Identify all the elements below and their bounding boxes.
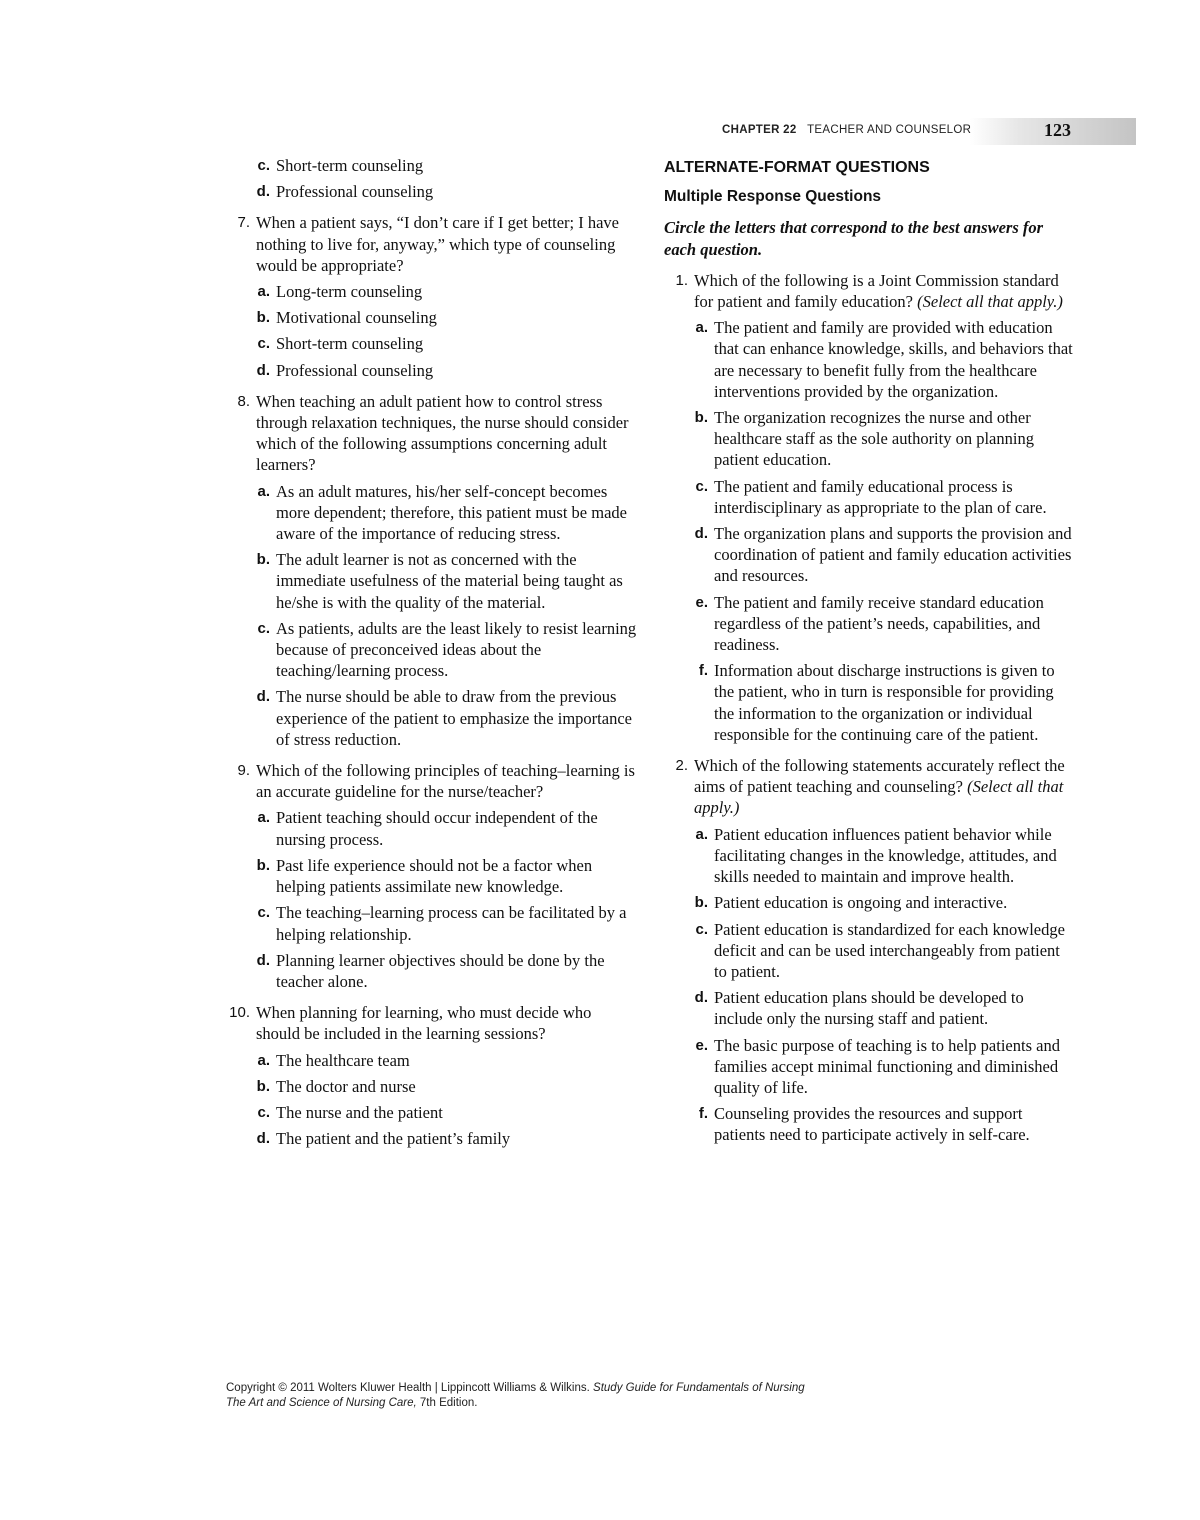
option-7d [226,360,638,381]
option-8c [226,618,638,682]
option-10c [226,1102,638,1123]
option-text: The nurse should be able to draw from the previous experience of the patient to emphasize the importance of stress reduction. [276,687,632,749]
option-letter: c. [257,157,270,174]
option-text: The organization recognizes the nurse and other healthcare staff as the sole authority on planning patient education. [714,408,1034,470]
option-9d [226,950,638,992]
question-number: 8. [237,392,250,410]
question-text: Which of the following principles of teaching–learning is an accurate guideline for the nurse/teacher? [256,761,635,802]
option-letter: a. [257,809,270,827]
option-text: The patient and family receive standard education regardless of the patient’s needs, capabilities, and readiness. [714,592,1044,655]
question-number: 2. [675,757,688,775]
option-letter: d. [256,183,270,201]
question-text: Which of the following statements accurately reflect the aims of patient teaching and counseling? [694,756,1065,797]
option-text: Patient education influences patient behavior while facilitating changes in the knowledge, attitudes, and skills needed to maintain and improve health. [714,824,1057,887]
question-10 [226,1002,638,1044]
mr-option-2b [664,892,1076,913]
question-text: When a patient says, “I don’t care if I get better; I have nothing to live for, anyway,” which type of counseling would be appropriate? [256,213,619,275]
left-column [226,155,638,1149]
option-letter: d. [256,688,270,706]
option-letter: d. [256,361,270,379]
question-number: 1. [675,271,688,289]
page-number: 123 [1044,120,1071,140]
option-text: Professional counseling [276,182,434,202]
option-text: The teaching–learning process can be facilitated by a helping relationship. [276,903,627,944]
option-7b [226,307,638,328]
option-letter: e. [695,593,708,611]
option-text: The adult learner is not as concerned with the immediate usefulness of the material being taught as he/she is with the quality of the material. [276,550,623,612]
mr-option-1d [664,523,1076,587]
option-text: Patient teaching should occur independent of the nursing process. [276,808,598,849]
option-9b [226,855,638,897]
mr-option-1c [664,476,1076,518]
option-letter: d. [256,951,270,969]
option-letter: f. [698,662,708,680]
option-text: The patient and the patient’s family [276,1129,511,1149]
carryover-option [226,155,638,176]
option-letter: b. [694,409,708,427]
option-text: Patient education is standardized for each knowledge deficit and can be used interchangeably from patient to patient. [714,919,1065,981]
question-9 [226,760,638,802]
option-text: Short-term counseling [276,334,424,354]
running-head [722,124,971,136]
question-text: When teaching an adult patient how to control stress through relaxation techniques, the nurse should consider which of the following assumptions concerning adult learners? [256,391,629,475]
option-letter: b. [256,856,270,874]
option-letter: f. [698,1105,708,1123]
footer-edition: 7th Edition. [419,1397,478,1409]
option-letter: b. [256,551,270,569]
option-letter: b. [256,1077,270,1095]
question-7 [226,212,638,276]
question-text: When planning for learning, who must decide who should be included in the learning sessions? [256,1003,592,1044]
option-text: The patient and family are provided with education that can enhance knowledge, skills, and behaviors that are necessary to benefit fully from the healthcare interventions provided by the organization. [714,318,1073,401]
mr-question-2 [664,755,1076,819]
option-7c [226,333,638,354]
option-text: Past life experience should not be a factor when helping patients assimilate new knowledge. [276,855,593,897]
footer-book-subtitle: The Art and Science of Nursing Care, [226,1397,417,1409]
mr-option-1b [664,407,1076,471]
chapter-label: CHAPTER 22 [722,124,797,136]
question-text: Which of the following is a Joint Commission standard for patient and family education? [694,270,1059,312]
option-9c [226,902,638,944]
option-letter: b. [694,894,708,912]
option-letter: c. [257,1103,270,1121]
option-letter: a. [257,283,270,301]
option-letter: e. [695,1036,708,1054]
option-letter: d. [694,525,708,543]
option-letter: a. [695,825,708,843]
option-9a [226,807,638,849]
option-text: Motivational counseling [276,308,437,328]
mr-option-2a [664,824,1076,888]
option-letter: a. [257,1051,270,1069]
footer-copyright: Copyright © 2011 Wolters Kluwer Health | Lippincott Williams & Wilkins. [226,1382,590,1394]
mr-option-2d [664,987,1076,1029]
option-text: The healthcare team [276,1050,410,1070]
page-header [722,118,1136,145]
option-text: As an adult matures, his/her self-concept becomes more dependent; therefore, this patient must be made aware of the importance of reducing stress. [276,481,627,544]
option-8a [226,481,638,545]
subsection-title: Multiple Response Questions [664,188,882,206]
mr-option-1f [664,660,1076,745]
option-8d [226,686,638,750]
mr-option-1e [664,592,1076,656]
option-letter: c. [257,335,270,353]
option-text: As patients, adults are the least likely to resist learning because of preconceived ideas about the teaching/learning process. [276,618,637,681]
footer-line-2 [226,1396,1026,1411]
mr-option-2c [664,919,1076,983]
option-text: Short-term counseling [276,156,424,175]
mr-question-1 [664,270,1076,312]
option-letter: c. [257,904,270,922]
option-10b [226,1076,638,1097]
option-text: Counseling provides the resources and support patients need to participate actively in self-care. [714,1104,1030,1145]
option-text: Planning learner objectives should be done by the teacher alone. [276,950,605,991]
option-letter: b. [256,309,270,327]
option-letter: c. [257,619,270,637]
question-number: 9. [237,762,250,780]
option-letter: c. [695,920,708,938]
option-text: The doctor and nurse [276,1076,416,1096]
option-10a [226,1050,638,1071]
option-text: Long-term counseling [276,282,423,302]
option-text: The nurse and the patient [276,1102,443,1122]
footer-book-title: Study Guide for Fundamentals of Nursing [593,1382,805,1394]
mr-option-1a [664,317,1076,402]
option-letter: d. [256,1130,270,1148]
right-column [664,155,1076,1146]
option-text: The basic purpose of teaching is to help patients and families accept minimal functioning and diminished quality of life. [714,1035,1060,1097]
option-text: The organization plans and supports the provision and coordination of patient and family education activities and resources. [714,524,1072,586]
section-title: ALTERNATE-FORMAT QUESTIONS [664,159,930,176]
instructions: Circle the letters that correspond to the best answers for each question. [664,218,1044,259]
mr-option-2e [664,1035,1076,1099]
option-letter: a. [257,482,270,500]
chapter-title: TEACHER AND COUNSELOR [807,124,972,136]
select-note: (Select all that apply.) [694,777,1064,818]
mr-option-2f [664,1103,1076,1145]
option-text: Information about discharge instructions is given to the patient, who in turn is responsible for providing the information to the organization or individual responsible for the continuing care of the patient. [714,661,1055,744]
question-number: 10. [229,1004,250,1022]
copyright-footer [226,1381,1026,1411]
option-letter: a. [695,319,708,337]
carryover-option [226,181,638,202]
option-letter: c. [695,477,708,495]
option-letter: d. [694,989,708,1007]
option-text: Patient education is ongoing and interactive. [714,893,1008,913]
option-10d [226,1128,638,1149]
option-text: The patient and family educational process is interdisciplinary as appropriate to the plan of care. [714,476,1047,517]
footer-line-1 [226,1381,1026,1396]
question-8 [226,391,638,476]
select-note: (Select all that apply.) [917,292,1063,312]
option-text: Patient education plans should be developed to include only the nursing staff and patient. [714,988,1024,1029]
option-text: Professional counseling [276,360,434,380]
question-number: 7. [237,214,250,232]
option-8b [226,549,638,613]
option-7a [226,281,638,302]
